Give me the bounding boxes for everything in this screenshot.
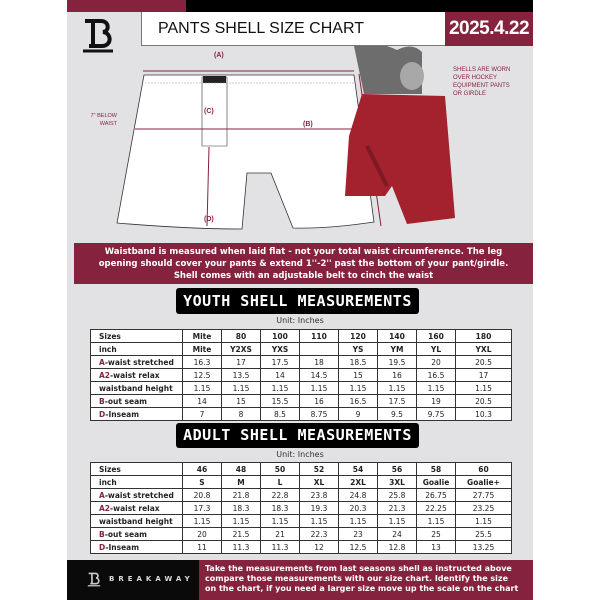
table-cell: 12 (300, 541, 339, 554)
row-label (91, 502, 183, 515)
adult-unit-label: Unit: Inches (276, 450, 324, 459)
table-cell: Mite (183, 343, 222, 356)
youth-section-title: YOUTH SHELL MEASUREMENTS (176, 288, 419, 314)
table-cell: L (261, 476, 300, 489)
table-cell: 180 (456, 330, 512, 343)
adult-section-title: ADULT SHELL MEASUREMENTS (176, 423, 419, 448)
table-cell: 9.75 (417, 408, 456, 421)
table-cell: 25.8 (378, 489, 417, 502)
table-cell: 17 (222, 356, 261, 369)
table-row (91, 382, 512, 395)
row-label-text: Sizes (99, 464, 121, 474)
below-waist-line: 7'' BELOW (90, 113, 117, 119)
table-row (91, 541, 512, 554)
youth-size-table (90, 329, 512, 421)
row-label (91, 463, 183, 476)
table-cell: 52 (300, 463, 339, 476)
table-cell: 9.5 (378, 408, 417, 421)
measurement-code: A2 (99, 370, 111, 380)
brand-name: BREAKAWAY (109, 575, 194, 583)
row-label (91, 395, 183, 408)
table-row (91, 356, 512, 369)
table-cell: 13 (417, 541, 456, 554)
table-cell: M (222, 476, 261, 489)
table-cell: 1.15 (222, 382, 261, 395)
table-row (91, 463, 512, 476)
table-cell: 1.15 (222, 515, 261, 528)
table-cell: 14.5 (300, 369, 339, 382)
row-label-text: -Inseam (105, 542, 140, 552)
table-cell: 21.3 (378, 502, 417, 515)
table-cell: 22.8 (261, 489, 300, 502)
measurement-instructions-banner (74, 243, 533, 284)
row-label-text: waistband height (99, 383, 173, 393)
table-cell: YXL (456, 343, 512, 356)
table-cell: 110 (300, 330, 339, 343)
table-cell: 1.15 (183, 515, 222, 528)
table-cell: 50 (261, 463, 300, 476)
table-cell: 60 (456, 463, 512, 476)
note-line: OR GIRDLE (453, 91, 487, 97)
table-cell: 56 (378, 463, 417, 476)
adult-size-table (90, 462, 512, 554)
table-cell: 22.3 (300, 528, 339, 541)
table-cell: 17 (456, 369, 512, 382)
table-cell: 17.5 (261, 356, 300, 369)
measurement-code: B (99, 529, 105, 539)
table-cell: 12.5 (339, 541, 378, 554)
table-cell: 26.75 (417, 489, 456, 502)
table-cell: 11.3 (222, 541, 261, 554)
below-waist-note (87, 112, 117, 128)
table-cell: 19 (417, 395, 456, 408)
footer-line: Take the measurements from last seasons shell as instructed above (205, 564, 512, 573)
table-cell: 25 (417, 528, 456, 541)
note-line: EQUIPMENT PANTS (453, 83, 510, 89)
table-cell: 17.5 (378, 395, 417, 408)
table-cell: 1.15 (261, 382, 300, 395)
row-label (91, 541, 183, 554)
youth-unit-label: Unit: Inches (276, 316, 324, 325)
table-cell: 15.5 (261, 395, 300, 408)
table-cell: 20.3 (339, 502, 378, 515)
table-cell: XL (300, 476, 339, 489)
table-cell: Goalie+ (456, 476, 512, 489)
row-label-text: Sizes (99, 331, 121, 341)
note-line: OVER HOCKEY (453, 75, 498, 81)
row-label (91, 489, 183, 502)
note-line: SHELLS ARE WORN (453, 67, 511, 73)
table-cell: 1.15 (300, 382, 339, 395)
row-label (91, 343, 183, 356)
table-cell: 20.5 (456, 356, 512, 369)
table-cell: 16.5 (339, 395, 378, 408)
row-label (91, 528, 183, 541)
table-row (91, 408, 512, 421)
table-cell: 22.25 (417, 502, 456, 515)
table-row (91, 528, 512, 541)
footer-line: compare those measurements with our size chart. Identify the size (205, 574, 509, 583)
measurement-code: A (99, 490, 105, 500)
row-label-text: -waist stretched (104, 490, 174, 500)
row-label-text: inch (99, 344, 117, 354)
table-cell: 14 (183, 395, 222, 408)
table-cell: 20.5 (456, 395, 512, 408)
table-cell: YM (378, 343, 417, 356)
table-cell: 160 (417, 330, 456, 343)
below-waist-line: WAIST (99, 121, 117, 127)
table-cell: 16 (378, 369, 417, 382)
top-accent-bar (67, 0, 186, 12)
table-cell: 13.5 (222, 369, 261, 382)
table-cell: 18.5 (339, 356, 378, 369)
measurement-code: D (99, 409, 106, 419)
table-cell: 18.3 (261, 502, 300, 515)
table-cell: 9 (339, 408, 378, 421)
banner-line: opening should cover your pants & extend 1''-2'' past the bottom of your pant/girdle. (98, 259, 509, 269)
table-cell: 21 (261, 528, 300, 541)
table-row (91, 515, 512, 528)
table-cell: 16.5 (417, 369, 456, 382)
page-title: PANTS SHELL SIZE CHART (141, 12, 445, 46)
table-row (91, 395, 512, 408)
measurement-code: B (99, 396, 105, 406)
row-label-text: waistband height (99, 516, 173, 526)
row-label (91, 330, 183, 343)
date-badge: 2025.4.22 (445, 12, 533, 46)
table-cell: YL (417, 343, 456, 356)
table-cell: 80 (222, 330, 261, 343)
table-row (91, 476, 512, 489)
row-label-text: -waist relax (110, 370, 160, 380)
row-label (91, 356, 183, 369)
label-a: (A) (214, 52, 224, 59)
table-cell: 10.3 (456, 408, 512, 421)
row-label-text: -waist stretched (104, 357, 174, 367)
table-cell: Mite (183, 330, 222, 343)
measurement-code: D (99, 542, 106, 552)
row-label-text: -out seam (104, 396, 147, 406)
table-cell: 21.5 (222, 528, 261, 541)
label-d: (D) (204, 216, 214, 223)
table-cell: 8.75 (300, 408, 339, 421)
table-cell: 8.5 (261, 408, 300, 421)
row-label-text: -waist relax (110, 503, 160, 513)
table-cell: 24 (378, 528, 417, 541)
table-cell: 48 (222, 463, 261, 476)
table-row (91, 330, 512, 343)
table-cell: 3XL (378, 476, 417, 489)
table-cell: 13.25 (456, 541, 512, 554)
table-cell: 21.8 (222, 489, 261, 502)
row-label (91, 476, 183, 489)
table-cell: 1.15 (300, 515, 339, 528)
table-cell: S (183, 476, 222, 489)
table-cell: 1.15 (183, 382, 222, 395)
size-chart-page (67, 0, 533, 600)
top-black-bar (186, 0, 533, 12)
table-cell: 1.15 (456, 382, 512, 395)
table-cell: 24.8 (339, 489, 378, 502)
table-cell: 19.3 (300, 502, 339, 515)
label-b: (B) (303, 121, 313, 128)
table-cell: 18 (300, 356, 339, 369)
table-cell: 100 (261, 330, 300, 343)
measurement-code: A2 (99, 503, 111, 513)
table-cell: 46 (183, 463, 222, 476)
footer-instructions (199, 560, 533, 600)
table-cell: 1.15 (456, 515, 512, 528)
table-cell: 23 (339, 528, 378, 541)
table-cell: 12.8 (378, 541, 417, 554)
table-cell: 23.25 (456, 502, 512, 515)
table-cell: 1.15 (339, 515, 378, 528)
table-cell: 58 (417, 463, 456, 476)
breakaway-logo-icon (87, 571, 101, 589)
banner-line: Waistband is measured when laid flat - not your total waist circumference. The leg (104, 247, 503, 257)
table-cell: 1.15 (417, 515, 456, 528)
table-cell: 1.15 (378, 515, 417, 528)
table-cell: 8 (222, 408, 261, 421)
table-cell: 120 (339, 330, 378, 343)
table-cell: 1.15 (339, 382, 378, 395)
table-cell: YXS (261, 343, 300, 356)
table-cell: 27.75 (456, 489, 512, 502)
row-label (91, 369, 183, 382)
table-cell: 16 (300, 395, 339, 408)
table-cell: 11.3 (261, 541, 300, 554)
table-cell: 7 (183, 408, 222, 421)
table-row (91, 369, 512, 382)
table-cell: 17.3 (183, 502, 222, 515)
table-cell: 16.3 (183, 356, 222, 369)
table-cell: Goalie (417, 476, 456, 489)
table-cell: 1.15 (261, 515, 300, 528)
table-cell: 1.15 (417, 382, 456, 395)
table-cell: 25.5 (456, 528, 512, 541)
table-row (91, 343, 512, 356)
shells-worn-note (453, 66, 533, 98)
measurement-code: A (99, 357, 105, 367)
table-cell: 14 (261, 369, 300, 382)
table-cell: 18.3 (222, 502, 261, 515)
table-cell: 15 (339, 369, 378, 382)
row-label (91, 515, 183, 528)
table-cell: 140 (378, 330, 417, 343)
table-cell: 1.15 (378, 382, 417, 395)
row-label-text: inch (99, 477, 117, 487)
row-label-text: -Inseam (105, 409, 140, 419)
table-cell: 11 (183, 541, 222, 554)
table-cell: 20 (183, 528, 222, 541)
table-cell: 54 (339, 463, 378, 476)
label-c: (C) (204, 108, 214, 115)
table-cell: 15 (222, 395, 261, 408)
pants-flat-drawing (117, 71, 381, 229)
table-cell: 20.8 (183, 489, 222, 502)
table-row (91, 489, 512, 502)
table-row (91, 502, 512, 515)
banner-line: Shell comes with an adjustable belt to cinch the waist (173, 271, 434, 281)
table-cell: YS (339, 343, 378, 356)
table-cell: Y2XS (222, 343, 261, 356)
table-cell (300, 343, 339, 356)
row-label (91, 408, 183, 421)
table-cell: 2XL (339, 476, 378, 489)
table-cell: 23.8 (300, 489, 339, 502)
table-cell: 19.5 (378, 356, 417, 369)
table-cell: 12.5 (183, 369, 222, 382)
row-label-text: -out seam (104, 529, 147, 539)
footer-line: on the chart, if you need a larger size move up the scale on the chart (205, 584, 519, 593)
table-cell: 20 (417, 356, 456, 369)
row-label (91, 382, 183, 395)
